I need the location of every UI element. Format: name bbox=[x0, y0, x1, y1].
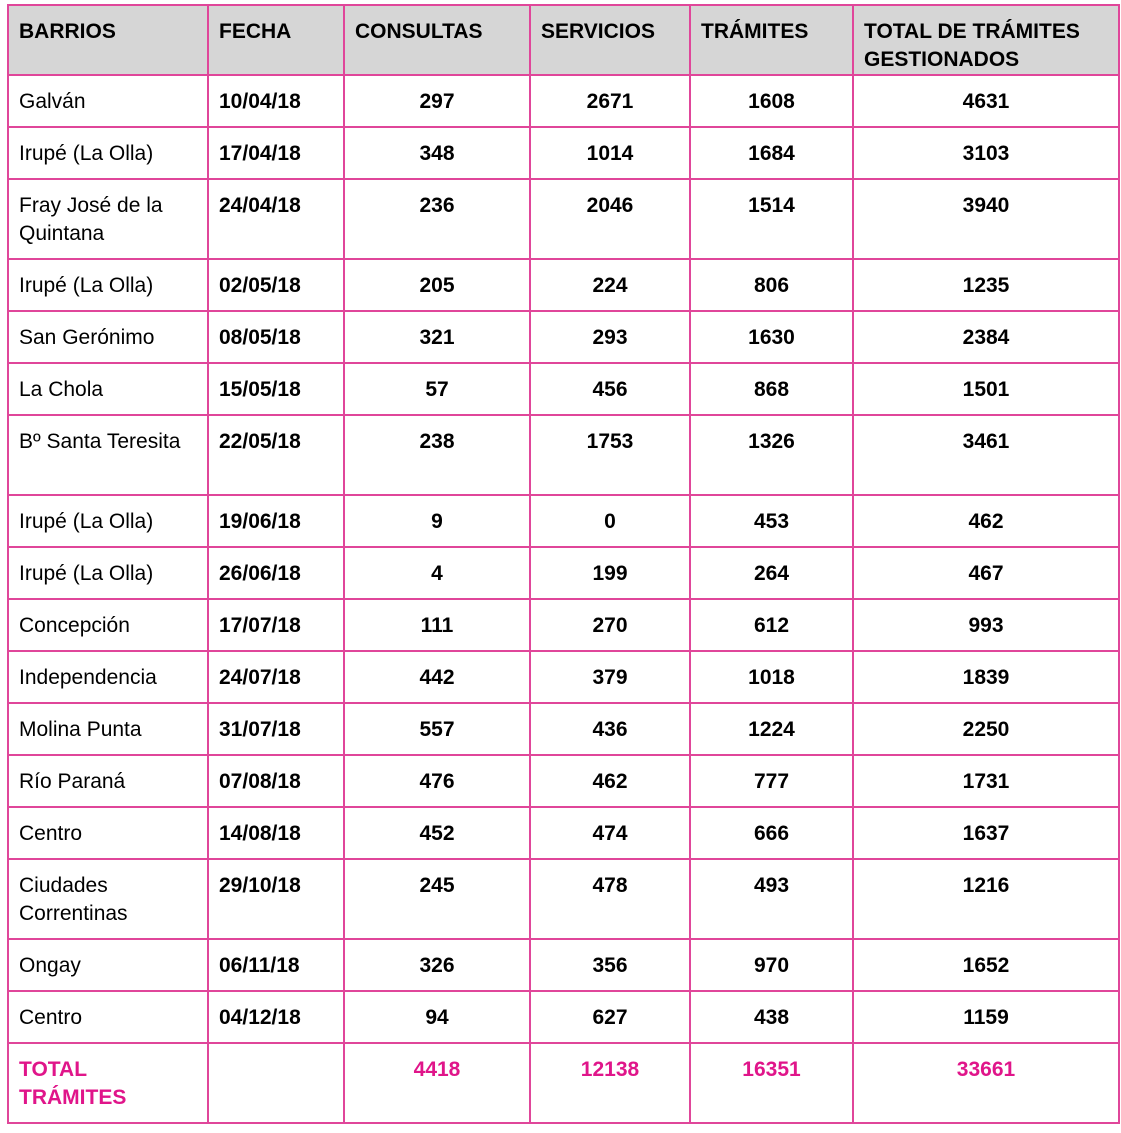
cell-servicios: 270 bbox=[530, 599, 690, 651]
cell-fecha: 24/04/18 bbox=[208, 179, 344, 259]
cell-total: 1637 bbox=[853, 807, 1119, 859]
cell-consultas: 557 bbox=[344, 703, 530, 755]
total-tramites: 16351 bbox=[690, 1043, 853, 1123]
cell-fecha: 24/07/18 bbox=[208, 651, 344, 703]
cell-fecha: 02/05/18 bbox=[208, 259, 344, 311]
cell-servicios: 0 bbox=[530, 495, 690, 547]
cell-tramites: 806 bbox=[690, 259, 853, 311]
cell-barrio: Irupé (La Olla) bbox=[8, 495, 208, 547]
cell-total: 462 bbox=[853, 495, 1119, 547]
cell-total: 3940 bbox=[853, 179, 1119, 259]
cell-tramites: 438 bbox=[690, 991, 853, 1043]
cell-servicios: 224 bbox=[530, 259, 690, 311]
cell-consultas: 245 bbox=[344, 859, 530, 939]
cell-consultas: 9 bbox=[344, 495, 530, 547]
cell-tramites: 970 bbox=[690, 939, 853, 991]
cell-total: 1159 bbox=[853, 991, 1119, 1043]
cell-barrio: Bº Santa Teresita bbox=[8, 415, 208, 495]
cell-consultas: 236 bbox=[344, 179, 530, 259]
cell-tramites: 612 bbox=[690, 599, 853, 651]
table-row bbox=[8, 75, 1119, 127]
cell-consultas: 205 bbox=[344, 259, 530, 311]
table-row bbox=[8, 807, 1119, 859]
cell-servicios: 199 bbox=[530, 547, 690, 599]
table-row bbox=[8, 939, 1119, 991]
cell-barrio: Centro bbox=[8, 991, 208, 1043]
cell-consultas: 111 bbox=[344, 599, 530, 651]
cell-total: 2250 bbox=[853, 703, 1119, 755]
data-table bbox=[7, 4, 1120, 1124]
cell-servicios: 293 bbox=[530, 311, 690, 363]
cell-total: 467 bbox=[853, 547, 1119, 599]
cell-barrio: Río Paraná bbox=[8, 755, 208, 807]
table-row bbox=[8, 127, 1119, 179]
table-body bbox=[8, 75, 1119, 1123]
cell-fecha: 15/05/18 bbox=[208, 363, 344, 415]
total-total: 33661 bbox=[853, 1043, 1119, 1123]
table-row bbox=[8, 703, 1119, 755]
cell-consultas: 321 bbox=[344, 311, 530, 363]
cell-tramites: 666 bbox=[690, 807, 853, 859]
cell-servicios: 1753 bbox=[530, 415, 690, 495]
cell-barrio: Centro bbox=[8, 807, 208, 859]
cell-total: 1501 bbox=[853, 363, 1119, 415]
table-row bbox=[8, 311, 1119, 363]
cell-servicios: 462 bbox=[530, 755, 690, 807]
cell-barrio: Irupé (La Olla) bbox=[8, 127, 208, 179]
total-fecha bbox=[208, 1043, 344, 1123]
total-servicios: 12138 bbox=[530, 1043, 690, 1123]
cell-barrio: Fray José de la Quintana bbox=[8, 179, 208, 259]
table-row bbox=[8, 179, 1119, 259]
cell-barrio: Independencia bbox=[8, 651, 208, 703]
table-row bbox=[8, 755, 1119, 807]
cell-consultas: 57 bbox=[344, 363, 530, 415]
cell-tramites: 1684 bbox=[690, 127, 853, 179]
cell-consultas: 4 bbox=[344, 547, 530, 599]
header-fecha: FECHA bbox=[208, 5, 344, 75]
cell-consultas: 452 bbox=[344, 807, 530, 859]
table-row bbox=[8, 495, 1119, 547]
cell-servicios: 436 bbox=[530, 703, 690, 755]
cell-tramites: 777 bbox=[690, 755, 853, 807]
table-row bbox=[8, 859, 1119, 939]
cell-fecha: 04/12/18 bbox=[208, 991, 344, 1043]
cell-total: 3461 bbox=[853, 415, 1119, 495]
cell-fecha: 31/07/18 bbox=[208, 703, 344, 755]
cell-consultas: 326 bbox=[344, 939, 530, 991]
cell-consultas: 94 bbox=[344, 991, 530, 1043]
total-consultas: 4418 bbox=[344, 1043, 530, 1123]
cell-tramites: 453 bbox=[690, 495, 853, 547]
cell-servicios: 474 bbox=[530, 807, 690, 859]
cell-total: 1839 bbox=[853, 651, 1119, 703]
table-row bbox=[8, 259, 1119, 311]
header-consultas: CONSULTAS bbox=[344, 5, 530, 75]
cell-fecha: 06/11/18 bbox=[208, 939, 344, 991]
cell-barrio: Irupé (La Olla) bbox=[8, 259, 208, 311]
cell-servicios: 356 bbox=[530, 939, 690, 991]
cell-tramites: 868 bbox=[690, 363, 853, 415]
cell-fecha: 17/07/18 bbox=[208, 599, 344, 651]
cell-fecha: 29/10/18 bbox=[208, 859, 344, 939]
table-row bbox=[8, 363, 1119, 415]
cell-servicios: 627 bbox=[530, 991, 690, 1043]
cell-tramites: 1630 bbox=[690, 311, 853, 363]
cell-servicios: 379 bbox=[530, 651, 690, 703]
header-servicios: SERVICIOS bbox=[530, 5, 690, 75]
cell-total: 2384 bbox=[853, 311, 1119, 363]
cell-total: 1235 bbox=[853, 259, 1119, 311]
cell-consultas: 476 bbox=[344, 755, 530, 807]
cell-tramites: 493 bbox=[690, 859, 853, 939]
cell-fecha: 10/04/18 bbox=[208, 75, 344, 127]
cell-consultas: 238 bbox=[344, 415, 530, 495]
cell-barrio: Ciudades Correntinas bbox=[8, 859, 208, 939]
cell-total: 3103 bbox=[853, 127, 1119, 179]
cell-fecha: 08/05/18 bbox=[208, 311, 344, 363]
cell-fecha: 22/05/18 bbox=[208, 415, 344, 495]
cell-tramites: 264 bbox=[690, 547, 853, 599]
cell-consultas: 442 bbox=[344, 651, 530, 703]
cell-tramites: 1224 bbox=[690, 703, 853, 755]
cell-total: 1216 bbox=[853, 859, 1119, 939]
cell-consultas: 348 bbox=[344, 127, 530, 179]
cell-barrio: Molina Punta bbox=[8, 703, 208, 755]
cell-total: 1652 bbox=[853, 939, 1119, 991]
cell-barrio: Galván bbox=[8, 75, 208, 127]
total-label: TOTAL TRÁMITES bbox=[8, 1043, 208, 1123]
cell-total: 4631 bbox=[853, 75, 1119, 127]
cell-tramites: 1018 bbox=[690, 651, 853, 703]
header-barrios: BARRIOS bbox=[8, 5, 208, 75]
cell-consultas: 297 bbox=[344, 75, 530, 127]
table-row bbox=[8, 547, 1119, 599]
cell-servicios: 1014 bbox=[530, 127, 690, 179]
cell-fecha: 26/06/18 bbox=[208, 547, 344, 599]
table-row bbox=[8, 651, 1119, 703]
cell-fecha: 07/08/18 bbox=[208, 755, 344, 807]
cell-fecha: 17/04/18 bbox=[208, 127, 344, 179]
header-tramites: TRÁMITES bbox=[690, 5, 853, 75]
cell-tramites: 1326 bbox=[690, 415, 853, 495]
table-row bbox=[8, 415, 1119, 495]
cell-fecha: 14/08/18 bbox=[208, 807, 344, 859]
cell-total: 1731 bbox=[853, 755, 1119, 807]
cell-tramites: 1514 bbox=[690, 179, 853, 259]
cell-barrio: Ongay bbox=[8, 939, 208, 991]
cell-barrio: La Chola bbox=[8, 363, 208, 415]
cell-barrio: San Gerónimo bbox=[8, 311, 208, 363]
table-row bbox=[8, 991, 1119, 1043]
cell-total: 993 bbox=[853, 599, 1119, 651]
cell-barrio: Irupé (La Olla) bbox=[8, 547, 208, 599]
cell-barrio: Concepción bbox=[8, 599, 208, 651]
cell-servicios: 478 bbox=[530, 859, 690, 939]
cell-servicios: 456 bbox=[530, 363, 690, 415]
total-row bbox=[8, 1043, 1119, 1123]
cell-fecha: 19/06/18 bbox=[208, 495, 344, 547]
header-total-tramites: TOTAL DE TRÁMITES GESTIONADOS bbox=[853, 5, 1119, 75]
cell-tramites: 1608 bbox=[690, 75, 853, 127]
table-row bbox=[8, 599, 1119, 651]
header-row bbox=[8, 5, 1119, 75]
cell-servicios: 2046 bbox=[530, 179, 690, 259]
cell-servicios: 2671 bbox=[530, 75, 690, 127]
